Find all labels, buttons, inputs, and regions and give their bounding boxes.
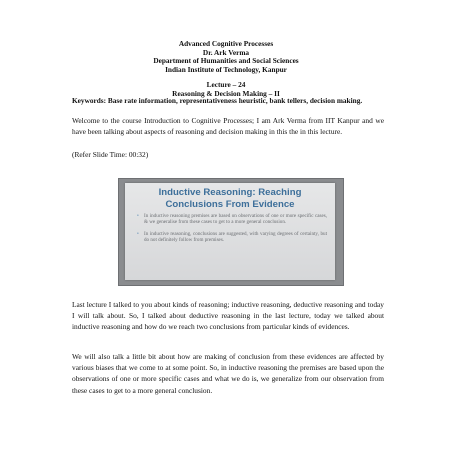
bullet-icon: • (137, 213, 139, 219)
slide-bullet-item (137, 231, 327, 243)
paragraph-intro: Welcome to the course Introduction to Cognitive Processes; I am Ark Verma from IIT Kanpur and we have been talking about aspects of reasoning and decision making in this the in this lecture. (72, 116, 384, 137)
lecture-number: Lecture – 24 (206, 80, 246, 90)
slide-title (125, 187, 335, 210)
slide-bullet-list (137, 213, 327, 249)
paragraph-biases: We will also talk a little bit about how are making of conclusion from these evidences are affected by various biases that we come to at some point. So, in inductive reasoning the premises are based upon the observations of one or more specific cases and what we do is, we generalize from our observation from these cases to get to a more general conclusion. (72, 352, 384, 395)
course-title: Advanced Cognitive Processes (178, 39, 274, 48)
slide-bullet-item (137, 213, 327, 225)
slide-canvas (125, 183, 335, 280)
slide-screenshot (118, 178, 344, 286)
keywords-line: Keywords: Base rate information, representativeness heuristic, bank tellers, decision making. (72, 96, 363, 105)
paragraph-last-lecture: Last lecture I talked to you about kinds of reasoning; inductive reasoning, deductive reasoning and today I will talk about. So, I talked about deductive reasoning in the last lecture, today we talked about inductive reasoning and how do we reach two conclusions from particular kinds of evidences. (72, 300, 384, 332)
institute-name: Indian Institute of Technology, Kanpur (165, 64, 287, 74)
department-name: Department of Humanities and Social Sciences (153, 56, 299, 66)
slide-bullet-text: In inductive reasoning, conclusions are suggested, with varying degrees of certainty, but do not definitely follow from premises. (144, 231, 327, 244)
slide-title-line-1: Inductive Reasoning: Reaching (158, 187, 302, 198)
lecture-topic: Reasoning & Decision Making – II (172, 88, 280, 98)
refer-slide-time: (Refer Slide Time: 00:32) (72, 150, 149, 159)
instructor-name: Dr. Ark Verma (202, 47, 250, 57)
bullet-icon: • (137, 231, 139, 238)
slide-bullet-text: In inductive reasoning premises are based on observations of one or more specific cases, & we generalise from these cases to get to a more general conclusion. (144, 213, 327, 226)
document-header (0, 40, 452, 99)
slide-title-line-2: Conclusions From Evidence (165, 198, 295, 210)
